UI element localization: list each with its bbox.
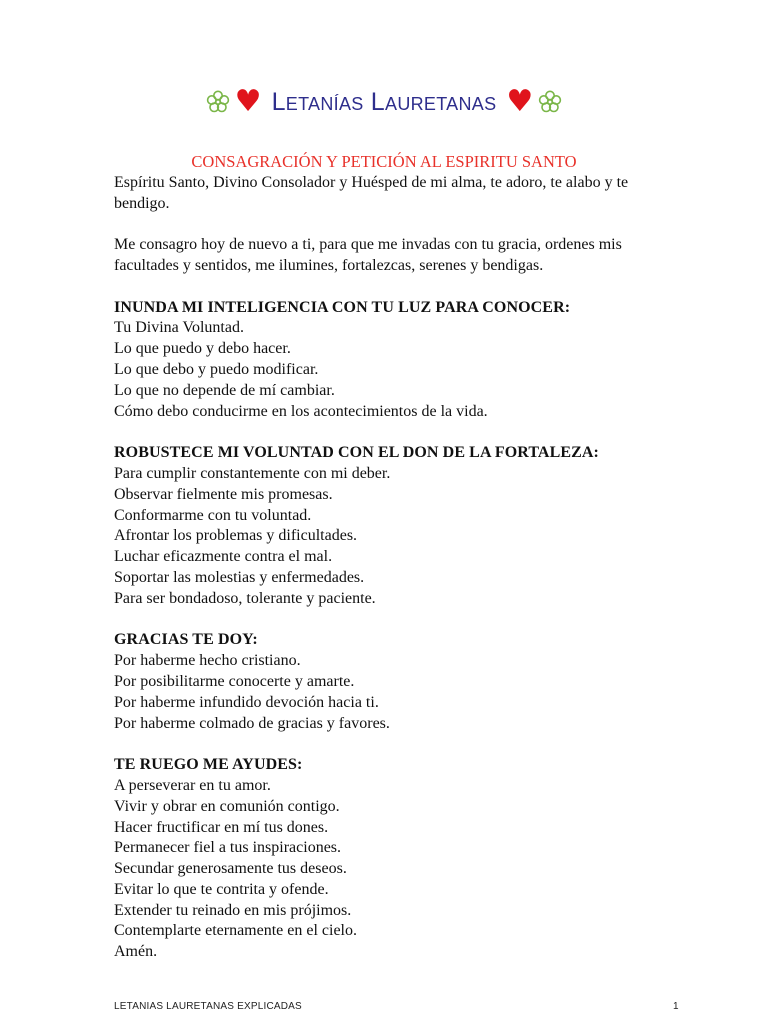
list-item: Permanecer fiel a tus inspiraciones. <box>114 839 342 857</box>
list-item: Soportar las molestias y enfermedades. <box>114 568 365 586</box>
list-item: Luchar eficazmente contra el mal. <box>114 548 333 566</box>
list-item: Por haberme colmado de gracias y favores. <box>114 714 390 732</box>
document-body <box>114 152 674 963</box>
list-item: Cómo debo conducirme en los acontecimientos de la vida. <box>114 402 488 420</box>
list-item: Para ser bondadoso, tolerante y paciente. <box>114 589 376 607</box>
list-item: Tu Divina Voluntad. <box>114 319 244 337</box>
list-item: Para cumplir constantemente con mi deber. <box>114 464 391 482</box>
flower-icon <box>537 89 563 115</box>
list-item: Afrontar los problemas y dificultades. <box>114 527 358 545</box>
list-item: Extender tu reinado en mis prójimos. <box>114 901 352 919</box>
intro-paragraph: Espíritu Santo, Divino Consolador y Huésped de mi alma, te adoro, te alabo y te bendigo. <box>114 173 629 212</box>
subtitle: CONSAGRACIÓN Y PETICIÓN AL ESPIRITU SANTO <box>191 152 577 171</box>
list-item: Por haberme hecho cristiano. <box>114 652 301 670</box>
list-item: Lo que puedo y debo hacer. <box>114 340 291 358</box>
heart-icon: ♥ <box>506 84 534 119</box>
section-heading: TE RUEGO ME AYUDES: <box>114 756 303 774</box>
heart-icon: ♥ <box>234 84 262 119</box>
title-row <box>0 82 768 122</box>
page-number: 1 <box>673 1001 679 1012</box>
list-item: Por posibilitarme conocerte y amarte. <box>114 672 355 690</box>
intro-paragraph: Me consagro hoy de nuevo a ti, para que me invadas con tu gracia, ordenes mis facultades y sentidos, me ilumines, fortalezcas, serenes y bendigas. <box>114 236 622 274</box>
list-item: Lo que no depende de mí cambiar. <box>114 381 335 399</box>
section-heading: INUNDA MI INTELIGENCIA CON TU LUZ PARA CONOCER: <box>114 298 571 316</box>
list-item: Por haberme infundido devoción hacia ti. <box>114 693 379 711</box>
list-item: Lo que debo y puedo modificar. <box>114 360 319 378</box>
list-item: Vivir y obrar en comunión contigo. <box>114 797 340 815</box>
flower-icon <box>205 89 231 115</box>
list-item: Conformarme con tu voluntad. <box>114 506 312 524</box>
list-item: Evitar lo que te contrita y ofende. <box>114 880 329 898</box>
section-heading: GRACIAS TE DOY: <box>114 631 258 649</box>
list-item: Observar fielmente mis promesas. <box>114 485 333 503</box>
list-item: Secundar generosamente tus deseos. <box>114 860 347 878</box>
list-item: Hacer fructificar en mí tus dones. <box>114 818 329 836</box>
list-item: Contemplarte eternamente en el cielo. <box>114 922 357 940</box>
list-item: A perseverar en tu amor. <box>114 776 271 794</box>
list-item: Amén. <box>114 943 158 961</box>
section-heading: ROBUSTECE MI VOLUNTAD CON EL DON DE LA FORTALEZA: <box>114 444 599 462</box>
footer-title: LETANIAS LAURETANAS EXPLICADAS <box>114 1001 302 1012</box>
page-title: Letanías Lauretanas <box>271 87 497 116</box>
